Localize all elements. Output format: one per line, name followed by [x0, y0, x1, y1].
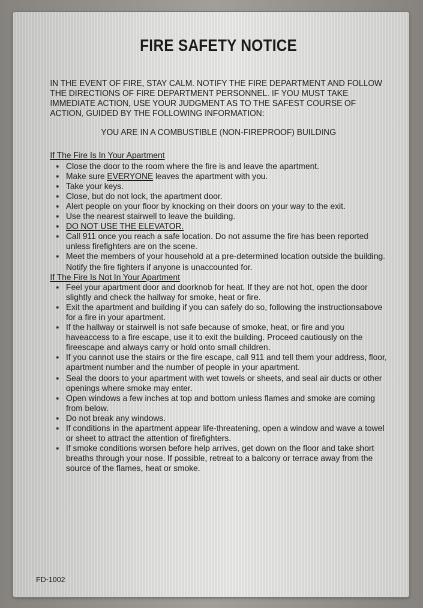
building-type-statement: YOU ARE IN A COMBUSTIBLE (NON-FIREPROOF) BUILDING	[100, 127, 337, 138]
bullet-icon: ▪	[56, 160, 59, 171]
bullet-icon: ▪	[56, 231, 59, 242]
list-item: ▪ Meet the members of your household at a pre-determined location outside the building. Notify the fire fighters if anyone is unaccounted for.	[56, 251, 386, 272]
list-item: ▪ Use the nearest stairwell to leave the building.	[56, 211, 236, 222]
not-in-apartment-list	[50, 282, 387, 474]
bullet-icon: ▪	[56, 443, 59, 454]
bullet-icon: ▪	[56, 281, 59, 292]
bullet-icon: ▪	[56, 170, 59, 181]
list-item: ▪ Feel your apartment door and doorknob for heat. If they are not hot, open the door slightly and check the hallway for smoke, heat or fire.	[56, 281, 368, 302]
list-item: ▪ Close the door to the room where the fire is and leave the apartment.	[56, 160, 320, 171]
notice-body	[50, 78, 387, 473]
list-item: ▪ Do not break any windows.	[56, 412, 166, 423]
list-item: ▪ If smoke conditions worsen before help arrives, get down on the floor and take short breaths through your nose. If possible, retreat to a balcony or terrace away from the source of the flames, heat or smoke.	[56, 443, 375, 474]
notice-plate	[13, 12, 409, 597]
list-item: ▪ If you cannot use the stairs or the fire escape, call 911 and tell them your address, floor, apartment number and the number of people in your apartment.	[56, 352, 387, 373]
form-code: FD-1002	[36, 575, 66, 584]
list-item: ▪ Take your keys.	[56, 180, 124, 191]
bullet-icon: ▪	[56, 423, 59, 433]
bullet-icon: ▪	[56, 190, 59, 201]
list-item: ▪ Make sure EVERYONE leaves the apartment with you.	[56, 170, 268, 181]
bullet-icon: ▪	[56, 211, 59, 222]
notice-title: FIRE SAFETY NOTICE	[139, 36, 298, 55]
list-item: ▪ If the hallway or stairwell is not safe because of smoke, heat, or fire and you haveaccess to a fire escape, use it to exit the building. Proceed cautiously on the fireescape and always carry or hold onto small children.	[56, 322, 363, 353]
list-item: ▪ If conditions in the apartment appear life-threatening, open a window and wave a towel or sheet to attract the attention of firefighters.	[56, 423, 385, 444]
bullet-icon: ▪	[56, 412, 59, 423]
section-heading-in-apartment: If The Fire Is In Your Apartment	[50, 150, 165, 161]
bullet-icon: ▪	[56, 221, 59, 232]
bullet-icon: ▪	[56, 392, 59, 403]
list-item: ▪ Exit the apartment and building if you can safely do so, following the instructionsabove for a fire in your apartment.	[56, 301, 383, 322]
list-item: ▪ Close, but do not lock, the apartment door.	[56, 190, 223, 201]
bullet-icon: ▪	[56, 251, 59, 262]
list-item: ▪ Alert people on your floor by knocking on their doors on your way to the exit.	[56, 200, 346, 211]
section-heading-not-in-apartment: If The Fire Is Not In Your Apartment	[50, 271, 180, 282]
bullet-icon: ▪	[56, 301, 59, 312]
bullet-icon: ▪	[56, 180, 59, 191]
list-item: ▪ Seal the doors to your apartment with wet towels or sheets, and seal air ducts or other openings where smoke may enter.	[56, 372, 382, 393]
bullet-icon: ▪	[56, 322, 59, 333]
intro-paragraph: IN THE EVENT OF FIRE, STAY CALM. NOTIFY THE FIRE DEPARTMENT AND FOLLOW THE DIRECTIONS OF FIRE DEPARTMENT PERSONNEL. IF YOU MUST TAKE IMMEDIATE ACTION, USE YOUR JUDGMENT AS TO THE SAFEST COURSE OF ACTION, GUIDED BY THE FOLLOWING INFORMATION:	[50, 78, 383, 119]
list-item: ▪ Open windows a few inches at top and bottom unless flames and smoke are coming from below.	[56, 392, 375, 413]
list-item: ▪ Call 911 once you reach a safe location. Do not assume the fire has been reported unless firefighters are on the scene.	[56, 231, 369, 252]
list-item: ▪ DO NOT USE THE ELEVATOR.	[56, 221, 184, 232]
bullet-icon: ▪	[56, 200, 59, 211]
in-apartment-list	[50, 161, 387, 272]
bullet-icon: ▪	[56, 352, 59, 363]
bullet-icon: ▪	[56, 372, 59, 383]
